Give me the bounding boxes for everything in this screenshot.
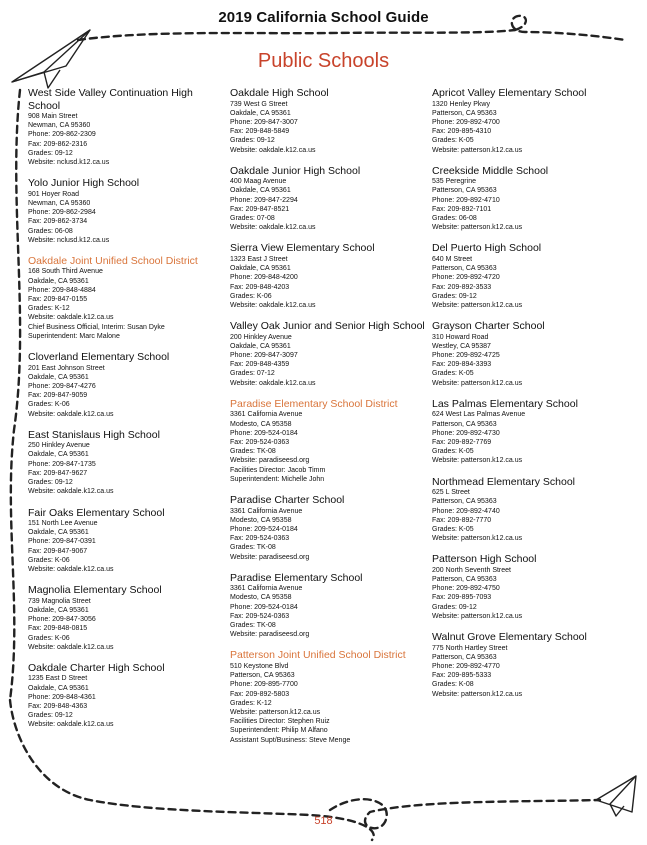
entry-detail-line: Fax: 209-892-3533 — [432, 283, 492, 291]
section-title: Public Schools — [257, 50, 390, 72]
entry-detail-line: 775 North Hartley Street — [432, 644, 508, 652]
entry-detail-line: Fax: 209-847-8521 — [230, 205, 290, 213]
entry-detail-line: Phone: 209-862-2309 — [28, 131, 96, 139]
entry-detail-line: Oakdale, CA 95361 — [230, 187, 291, 195]
entry-detail-line: Phone: 209-892-4725 — [432, 352, 500, 360]
entry-detail-line: Facilities Director: Jacob Timm — [230, 466, 326, 474]
entry-detail-line: Phone: 209-847-2294 — [230, 196, 298, 204]
entry-detail-line: 400 Maag Avenue — [230, 178, 287, 186]
school-name: Creekside Middle School — [432, 164, 549, 177]
entry-detail-line: Grades: TK-08 — [230, 544, 276, 552]
school-name: Northmead Elementary School — [432, 475, 575, 488]
entry-detail-line: Phone: 209-848-4200 — [230, 274, 298, 282]
entry-detail-line: Patterson, CA 95363 — [432, 498, 497, 506]
entry-detail-line: Fax: 209-847-9627 — [28, 469, 88, 477]
school-name: Oakdale Junior High School — [230, 164, 361, 177]
entry-detail-line: 908 Main Street — [28, 113, 78, 120]
entry-detail-line: Phone: 209-847-3007 — [230, 118, 298, 126]
entry-detail-line: Phone: 209-524-0184 — [230, 525, 298, 533]
entry-detail-line: Chief Business Official, Interim: Susan Dyke — [28, 323, 165, 331]
entry-detail-line: Fax: 209-848-0815 — [28, 625, 88, 633]
entry-detail-line: Website: paradiseesd.org — [230, 457, 310, 465]
school-entry — [432, 553, 628, 621]
school-name: West Side Valley Continuation High School — [28, 87, 193, 112]
entry-detail-line: Grades: K-05 — [432, 448, 474, 456]
entry-detail-line: Fax: 209-895-4310 — [432, 128, 492, 136]
school-entry — [28, 662, 224, 730]
school-name: Yolo Junior High School — [28, 177, 140, 190]
entry-detail-line: Fax: 209-862-2316 — [28, 140, 88, 148]
school-name: Patterson High School — [432, 553, 537, 566]
entry-detail-line: Website: patterson.k12.ca.us — [432, 146, 523, 154]
entry-detail-line: 151 North Lee Avenue — [28, 520, 98, 527]
district-entry — [230, 398, 426, 484]
entry-detail-line: Phone: 209-892-4700 — [432, 118, 500, 126]
school-entry — [28, 351, 224, 419]
paper-plane-icon-bottom — [596, 776, 636, 816]
entry-detail-line: 739 West G Street — [230, 100, 288, 108]
entry-detail-line: 1323 East J Street — [230, 255, 288, 263]
school-name: Apricot Valley Elementary School — [432, 87, 587, 99]
entry-detail-line: Newman, CA 95360 — [28, 199, 91, 207]
school-entry — [230, 87, 426, 155]
school-name: Walnut Grove Elementary School — [432, 631, 587, 644]
district-name: Paradise Elementary School District — [230, 397, 398, 410]
entry-detail-line: Fax: 209-524-0363 — [230, 438, 290, 446]
entry-detail-line: 1235 East D Street — [28, 675, 88, 683]
entry-detail-line: Modesto, CA 95358 — [230, 594, 292, 602]
entry-detail-line: Website: oakdale.k12.ca.us — [28, 643, 114, 651]
entry-detail-line: 510 Keystone Blvd — [230, 662, 289, 670]
entry-detail-line: Website: patterson.k12.ca.us — [432, 224, 523, 232]
entry-detail-line: Phone: 209-847-1735 — [28, 460, 96, 468]
school-entry — [28, 177, 224, 245]
entry-detail-line: Oakdale, CA 95361 — [230, 109, 291, 117]
entry-detail-line: Website: oakdale.k12.ca.us — [28, 566, 114, 574]
entry-detail-line: Fax: 209-524-0363 — [230, 535, 290, 543]
entry-detail-line: Grades: 09-12 — [432, 603, 477, 611]
entry-detail-line: 168 South Third Avenue — [28, 268, 103, 276]
entry-detail-line: 535 Peregrine — [432, 178, 476, 186]
entry-detail-line: Oakdale, CA 95361 — [28, 606, 89, 614]
entry-detail-line: Grades: TK-08 — [230, 448, 276, 456]
entry-detail-line: Phone: 209-847-0391 — [28, 538, 96, 546]
entry-detail-line: Patterson, CA 95363 — [432, 265, 497, 273]
entry-detail-line: Website: oakdale.k12.ca.us — [28, 314, 114, 322]
entry-detail-line: Website: oakdale.k12.ca.us — [28, 410, 114, 418]
entry-detail-line: Grades: 07-12 — [230, 370, 275, 378]
entry-detail-line: 3361 California Avenue — [230, 507, 303, 515]
school-name: Del Puerto High School — [432, 242, 542, 255]
entry-detail-line: 310 Howard Road — [432, 333, 489, 341]
entry-detail-line: Fax: 209-847-9067 — [28, 547, 88, 555]
entry-detail-line: Fax: 209-848-4363 — [28, 703, 88, 711]
entry-detail-line: Fax: 209-862-3734 — [28, 218, 88, 226]
entry-detail-line: 200 North Seventh Street — [432, 566, 511, 574]
entry-detail-line: Grades: K-08 — [432, 681, 474, 689]
entry-detail-line: Grades: K-06 — [28, 634, 70, 642]
entry-detail-line: Phone: 209-892-4710 — [432, 196, 500, 204]
district-entry — [28, 255, 224, 341]
entry-detail-line: Phone: 209-847-3056 — [28, 616, 96, 624]
entry-detail-line: Modesto, CA 95358 — [230, 516, 292, 524]
entry-detail-line: Fax: 209-847-9059 — [28, 392, 88, 400]
entry-detail-line: Grades: 09-12 — [28, 712, 73, 720]
entry-detail-line: Phone: 209-847-3097 — [230, 352, 298, 360]
entry-detail-line: Grades: K-05 — [432, 370, 474, 378]
entry-detail-line: Website: oakdale.k12.ca.us — [230, 301, 316, 309]
school-entry — [28, 507, 224, 575]
entry-detail-line: 3361 California Avenue — [230, 411, 303, 419]
entry-detail-line: Phone: 209-892-4750 — [432, 585, 500, 593]
entry-detail-line: Grades: K-05 — [432, 525, 474, 533]
entry-detail-line: Grades: 06-08 — [28, 227, 73, 235]
school-entry — [230, 320, 426, 388]
entry-detail-line: Assistant Supt/Business: Steve Menge — [230, 736, 351, 744]
school-name: Paradise Elementary School — [230, 571, 363, 584]
school-entry — [432, 242, 628, 310]
entry-detail-line: 640 M Street — [432, 255, 473, 263]
entry-detail-line: Superintendent: Philip M Alfano — [230, 727, 328, 735]
entry-detail-line: Phone: 209-895-7700 — [230, 681, 298, 689]
entry-detail-line: 3361 California Avenue — [230, 585, 303, 593]
entry-detail-line: Modesto, CA 95358 — [230, 420, 292, 428]
entry-detail-line: Newman, CA 95360 — [28, 122, 91, 130]
entry-detail-line: 625 L Street — [432, 489, 470, 497]
entry-detail-line: Grades: K-05 — [432, 137, 474, 145]
column-2 — [230, 87, 426, 755]
entry-detail-line: Phone: 209-892-4770 — [432, 662, 500, 670]
school-name: Oakdale High School — [230, 87, 329, 99]
top-dashed-path — [78, 30, 515, 40]
school-entry — [432, 398, 628, 466]
entry-detail-line: Grades: K-06 — [28, 556, 70, 564]
entry-detail-line: Website: patterson.k12.ca.us — [432, 301, 523, 309]
school-entry — [230, 572, 426, 640]
entry-detail-line: 200 Hinkley Avenue — [230, 333, 292, 341]
entry-detail-line: 1320 Henley Pkwy — [432, 100, 490, 108]
entry-detail-line: Website: patterson.k12.ca.us — [230, 708, 321, 716]
entry-detail-line: Phone: 209-862-2984 — [28, 209, 96, 217]
school-entry — [432, 631, 628, 699]
entry-detail-line: Phone: 209-524-0184 — [230, 603, 298, 611]
school-entry — [28, 87, 224, 167]
entry-detail-line: Facilities Director: Stephen Ruiz — [230, 718, 330, 726]
entry-detail-line: Phone: 209-892-4730 — [432, 429, 500, 437]
school-name: Magnolia Elementary School — [28, 584, 162, 597]
entry-detail-line: Grades: 09-12 — [230, 137, 275, 145]
school-entry — [28, 429, 224, 497]
school-name: Paradise Charter School — [230, 494, 345, 506]
entry-detail-line: Westley, CA 95387 — [432, 342, 491, 350]
column-3 — [432, 87, 628, 709]
entry-detail-line: Patterson, CA 95363 — [432, 187, 497, 195]
district-entry — [230, 649, 426, 744]
entry-detail-line: Oakdale, CA 95361 — [28, 451, 89, 459]
district-name: Patterson Joint Unified School District — [230, 649, 406, 662]
entry-detail-line: Grades: TK-08 — [230, 622, 276, 630]
entry-detail-line: Patterson, CA 95363 — [432, 109, 497, 117]
entry-detail-line: Website: patterson.k12.ca.us — [432, 457, 523, 465]
entry-detail-line: Grades: K-06 — [28, 401, 70, 409]
entry-detail-line: Superintendent: Michelle John — [230, 475, 325, 483]
entry-detail-line: Phone: 209-848-4361 — [28, 693, 96, 701]
entry-detail-line: Patterson, CA 95363 — [432, 420, 497, 428]
entry-detail-line: Grades: 07-08 — [230, 215, 275, 223]
school-name: East Stanislaus High School — [28, 428, 160, 441]
guide-title: 2019 California School Guide — [218, 9, 429, 26]
entry-detail-line: 250 Hinkley Avenue — [28, 442, 90, 450]
page-number: 518 — [314, 815, 333, 827]
entry-detail-line: 201 East Johnson Street — [28, 364, 105, 372]
school-entry — [432, 476, 628, 544]
entry-detail-line: Fax: 209-892-7770 — [432, 516, 492, 524]
entry-detail-line: Website: patterson.k12.ca.us — [432, 379, 523, 387]
entry-detail-line: Website: paradiseesd.org — [230, 631, 310, 639]
school-name: Valley Oak Junior and Senior High School — [230, 320, 425, 333]
entry-detail-line: Patterson, CA 95363 — [432, 653, 497, 661]
school-entry — [28, 584, 224, 652]
entry-detail-line: Fax: 209-895-5333 — [432, 672, 492, 680]
entry-detail-line: Grades: K-12 — [28, 305, 70, 313]
entry-detail-line: Website: patterson.k12.ca.us — [432, 612, 523, 620]
entry-detail-line: Grades: 09-12 — [28, 149, 73, 157]
entry-detail-line: Fax: 209-895-7093 — [432, 594, 492, 602]
entry-detail-line: Website: patterson.k12.ca.us — [432, 535, 523, 543]
entry-detail-line: 901 Hoyer Road — [28, 190, 79, 198]
entry-detail-line: Website: oakdale.k12.ca.us — [28, 721, 114, 729]
entry-detail-line: Website: patterson.k12.ca.us — [432, 690, 523, 698]
school-name: Cloverland Elementary School — [28, 351, 170, 364]
entry-detail-line: Fax: 209-848-5849 — [230, 128, 290, 136]
school-entry — [230, 165, 426, 233]
left-dashed-path — [10, 90, 20, 700]
entry-detail-line: Phone: 209-892-4720 — [432, 274, 500, 282]
school-entry — [432, 87, 628, 155]
entry-detail-line: Superintendent: Marc Malone — [28, 332, 120, 340]
column-1 — [28, 87, 224, 740]
entry-detail-line: Oakdale, CA 95361 — [28, 373, 89, 381]
school-entry — [230, 242, 426, 310]
school-entry — [432, 165, 628, 233]
entry-detail-line: Grades: 09-12 — [432, 292, 477, 300]
entry-detail-line: Fax: 209-892-5803 — [230, 690, 290, 698]
entry-detail-line: Website: oakdale.k12.ca.us — [230, 146, 316, 154]
entry-detail-line: Patterson, CA 95363 — [432, 576, 497, 584]
school-name: Fair Oaks Elementary School — [28, 506, 165, 519]
entry-detail-line: Oakdale, CA 95361 — [28, 277, 89, 285]
entry-detail-line: Phone: 209-848-4884 — [28, 286, 96, 294]
entry-detail-line: Phone: 209-892-4740 — [432, 507, 500, 515]
entry-detail-line: Fax: 209-892-7769 — [432, 438, 492, 446]
entry-detail-line: Fax: 209-894-3393 — [432, 361, 492, 369]
school-name: Las Palmas Elementary School — [432, 397, 578, 410]
entry-detail-line: Fax: 209-848-4359 — [230, 361, 290, 369]
school-entry — [230, 494, 426, 562]
entry-detail-line: Website: nclusd.k12.ca.us — [28, 159, 110, 167]
entry-detail-line: Oakdale, CA 95361 — [28, 529, 89, 537]
entry-detail-line: Website: oakdale.k12.ca.us — [230, 224, 316, 232]
entry-detail-line: Website: oakdale.k12.ca.us — [28, 488, 114, 496]
entry-detail-line: Website: paradiseesd.org — [230, 553, 310, 561]
entry-detail-line: Phone: 209-847-4276 — [28, 382, 96, 390]
entry-detail-line: Fax: 209-847-0155 — [28, 296, 88, 304]
entry-detail-line: Fax: 209-848-4203 — [230, 283, 290, 291]
school-entry — [432, 320, 628, 388]
district-name: Oakdale Joint Unified School District — [28, 254, 198, 267]
entry-detail-line: Patterson, CA 95363 — [230, 672, 295, 680]
entry-detail-line: Oakdale, CA 95361 — [28, 684, 89, 692]
entry-detail-line: Grades: K-12 — [230, 699, 272, 707]
entry-detail-line: Fax: 209-524-0363 — [230, 612, 290, 620]
entry-detail-line: Fax: 209-892-7101 — [432, 205, 492, 213]
entry-detail-line: Website: oakdale.k12.ca.us — [230, 379, 316, 387]
school-name: Sierra View Elementary School — [230, 242, 375, 255]
school-name: Grayson Charter School — [432, 320, 545, 333]
entry-detail-line: Oakdale, CA 95361 — [230, 342, 291, 350]
entry-detail-line: Grades: 06-08 — [432, 215, 477, 223]
entry-detail-line: Phone: 209-524-0184 — [230, 429, 298, 437]
entry-detail-line: Oakdale, CA 95361 — [230, 265, 291, 273]
entry-detail-line: 624 West Las Palmas Avenue — [432, 411, 526, 419]
entry-detail-line: 739 Magnolia Street — [28, 597, 91, 605]
school-name: Oakdale Charter High School — [28, 661, 165, 674]
entry-detail-line: Grades: 09-12 — [28, 479, 73, 487]
entry-detail-line: Website: nclusd.k12.ca.us — [28, 236, 110, 244]
entry-detail-line: Grades: K-06 — [230, 292, 272, 300]
